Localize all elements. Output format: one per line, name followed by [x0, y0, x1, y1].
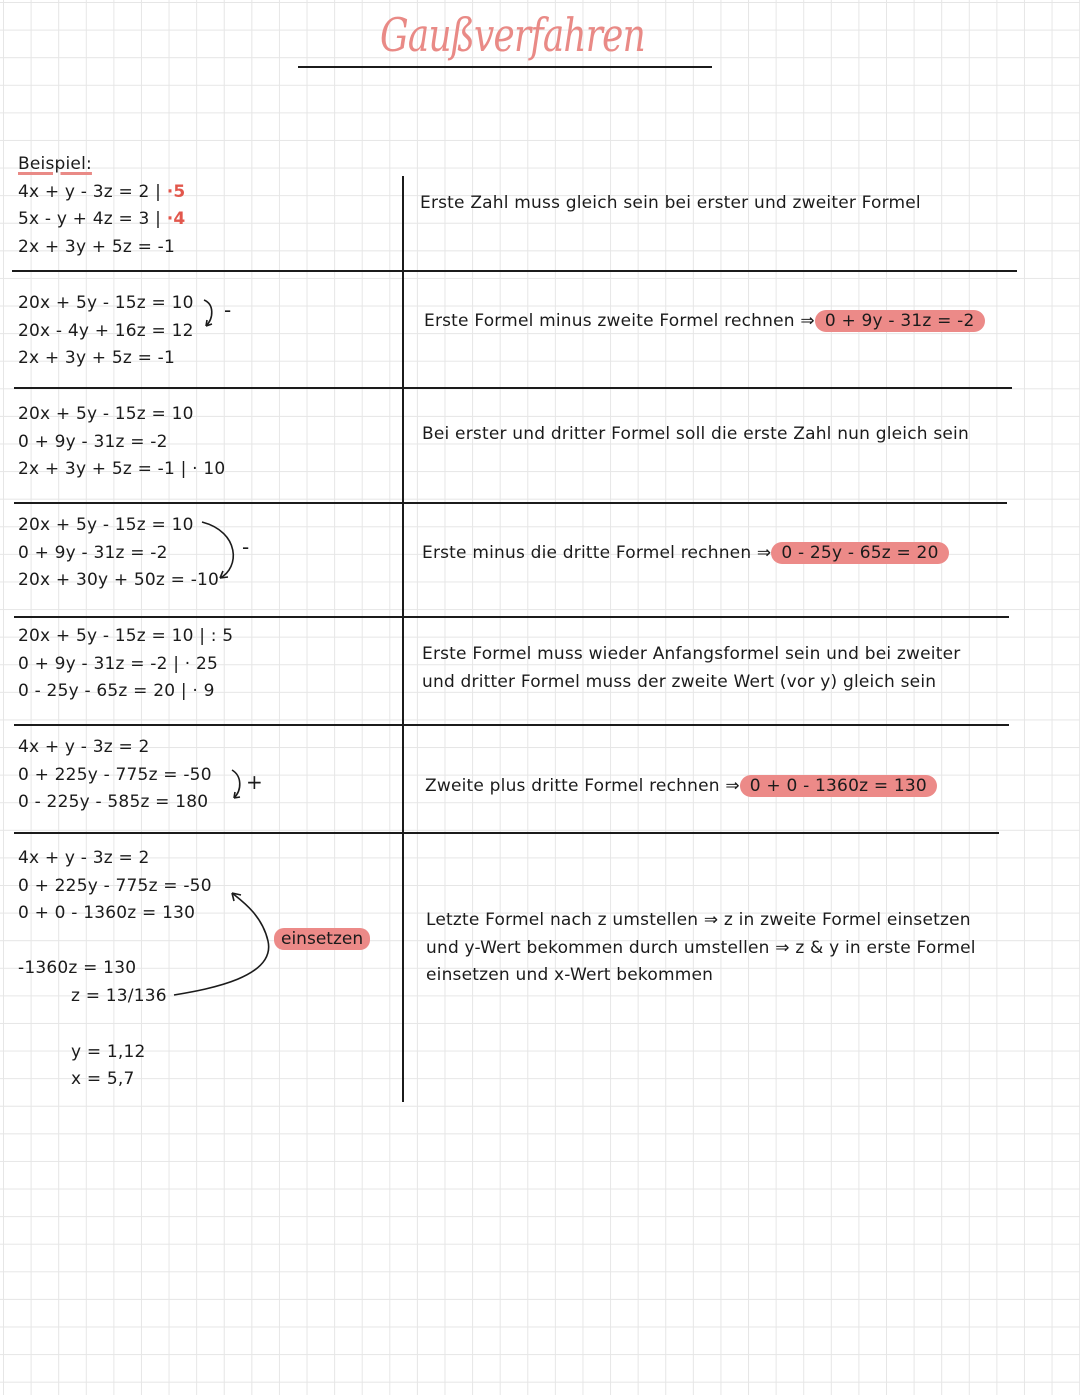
equation-line: 20x + 5y - 15z = 10 [18, 515, 194, 535]
implies-arrow-icon: ⇒ [703, 910, 719, 930]
equation-line: 20x + 5y - 15z = 10 | : 5 [18, 626, 234, 646]
explanation-1: Erste Zahl muss gleich sein bei erster und zweiter Formel [420, 193, 921, 213]
solution-z-value: z = 13/136 [71, 986, 167, 1006]
row-divider-5 [14, 724, 1009, 726]
equation-line: 0 + 0 - 1360z = 130 [18, 903, 196, 924]
row-divider-4 [14, 616, 1009, 618]
minus-sign: - [224, 298, 232, 322]
substitute-tag: einsetzen [274, 929, 370, 949]
implies-arrow-icon: ⇒ [800, 311, 815, 331]
equation-line: 2x + 3y + 5z = -1 | · 10 [18, 459, 226, 480]
equation-line: 0 + 9y - 31z = -2 | · 25 [18, 653, 219, 674]
substitute-arrow [170, 885, 280, 1000]
equation-line: 0 + 225y - 775z = -50 [18, 875, 212, 896]
explanation-7: Letzte Formel nach z umstellen ⇒ z in zweite Formel einsetzen und y-Wert bekommen durch umstellen ⇒ z & y in erste Formel einsetzen und x-Wert bekommen [426, 910, 976, 986]
result-highlight: 0 - 25y - 65z = 20 [771, 542, 948, 564]
example-block-1 [18, 151, 185, 261]
equation-line: 2x + 3y + 5z = -1 [18, 236, 175, 257]
factor-label: ·5 [166, 181, 186, 202]
example-block-3 [18, 401, 225, 484]
example-block-6 [18, 734, 212, 817]
equation-line: 0 - 225y - 585z = 180 [18, 792, 209, 813]
explanation-4: Erste minus die dritte Formel rechnen ⇒ 0 - 25y - 65z = 20 [422, 540, 949, 568]
equation-line: 0 + 9y - 31z = -2 [18, 542, 168, 563]
result-highlight: 0 + 9y - 31z = -2 [815, 310, 985, 332]
row-divider-2 [14, 387, 1012, 389]
column-divider [402, 176, 404, 1102]
example-block-5 [18, 623, 233, 706]
row-divider-1 [12, 270, 1017, 272]
solution-x-value: x = 5,7 [71, 1069, 135, 1089]
explanation-5: Erste Formel muss wieder Anfangsformel sein und bei zweiter und dritter Formel muss der zweite Wert (vor y) gleich sein [422, 644, 961, 692]
equation-line: 20x + 5y - 15z = 10 [18, 293, 194, 313]
row-divider-6 [14, 832, 999, 834]
equation-line: 20x + 30y + 50z = -10 [18, 570, 220, 591]
plus-sign: + [246, 770, 263, 794]
equation-line: 0 + 9y - 31z = -2 [18, 431, 168, 452]
solution-z-line: -1360z = 130 [18, 958, 137, 978]
example-label: Beispiel: [18, 154, 92, 174]
equation-line: 0 - 25y - 65z = 20 | · 9 [18, 681, 215, 702]
row-divider-3 [14, 502, 1007, 504]
explanation-2: Erste Formel minus zweite Formel rechnen ⇒ 0 + 9y - 31z = -2 [424, 308, 985, 336]
page-title: Gaußverfahren [380, 8, 645, 62]
example-block-4 [18, 512, 219, 595]
result-highlight: 0 + 0 - 1360z = 130 [740, 775, 937, 797]
equation-line: 2x + 3y + 5z = -1 [18, 348, 175, 369]
example-block-2 [18, 290, 194, 373]
factor-label: ·4 [166, 209, 186, 230]
solution-y-value: y = 1,12 [71, 1042, 146, 1062]
implies-arrow-icon: ⇒ [775, 937, 790, 958]
equation-line: 20x - 4y + 16z = 12 [18, 320, 194, 341]
equation-line: 4x + y - 3z = 2 [18, 848, 150, 868]
equation-line: 4x + y - 3z = 2 [18, 737, 150, 757]
implies-arrow-icon: ⇒ [756, 543, 772, 563]
equation-line: 4x + y - 3z = 2 | ·5 [18, 181, 186, 202]
equation-line: 0 + 225y - 775z = -50 [18, 764, 212, 785]
title-underline [298, 66, 712, 68]
explanation-3: Bei erster und dritter Formel soll die erste Zahl nun gleich sein [422, 424, 969, 444]
explanation-6: Zweite plus dritte Formel rechnen ⇒ 0 + 0 - 1360z = 130 [425, 773, 937, 801]
implies-arrow-icon: ⇒ [725, 776, 740, 796]
subtract-arrow [200, 296, 240, 336]
equation-line: 20x + 5y - 15z = 10 [18, 404, 194, 424]
minus-sign: - [242, 535, 250, 559]
equation-line: 5x - y + 4z = 3 | ·4 [18, 209, 186, 230]
